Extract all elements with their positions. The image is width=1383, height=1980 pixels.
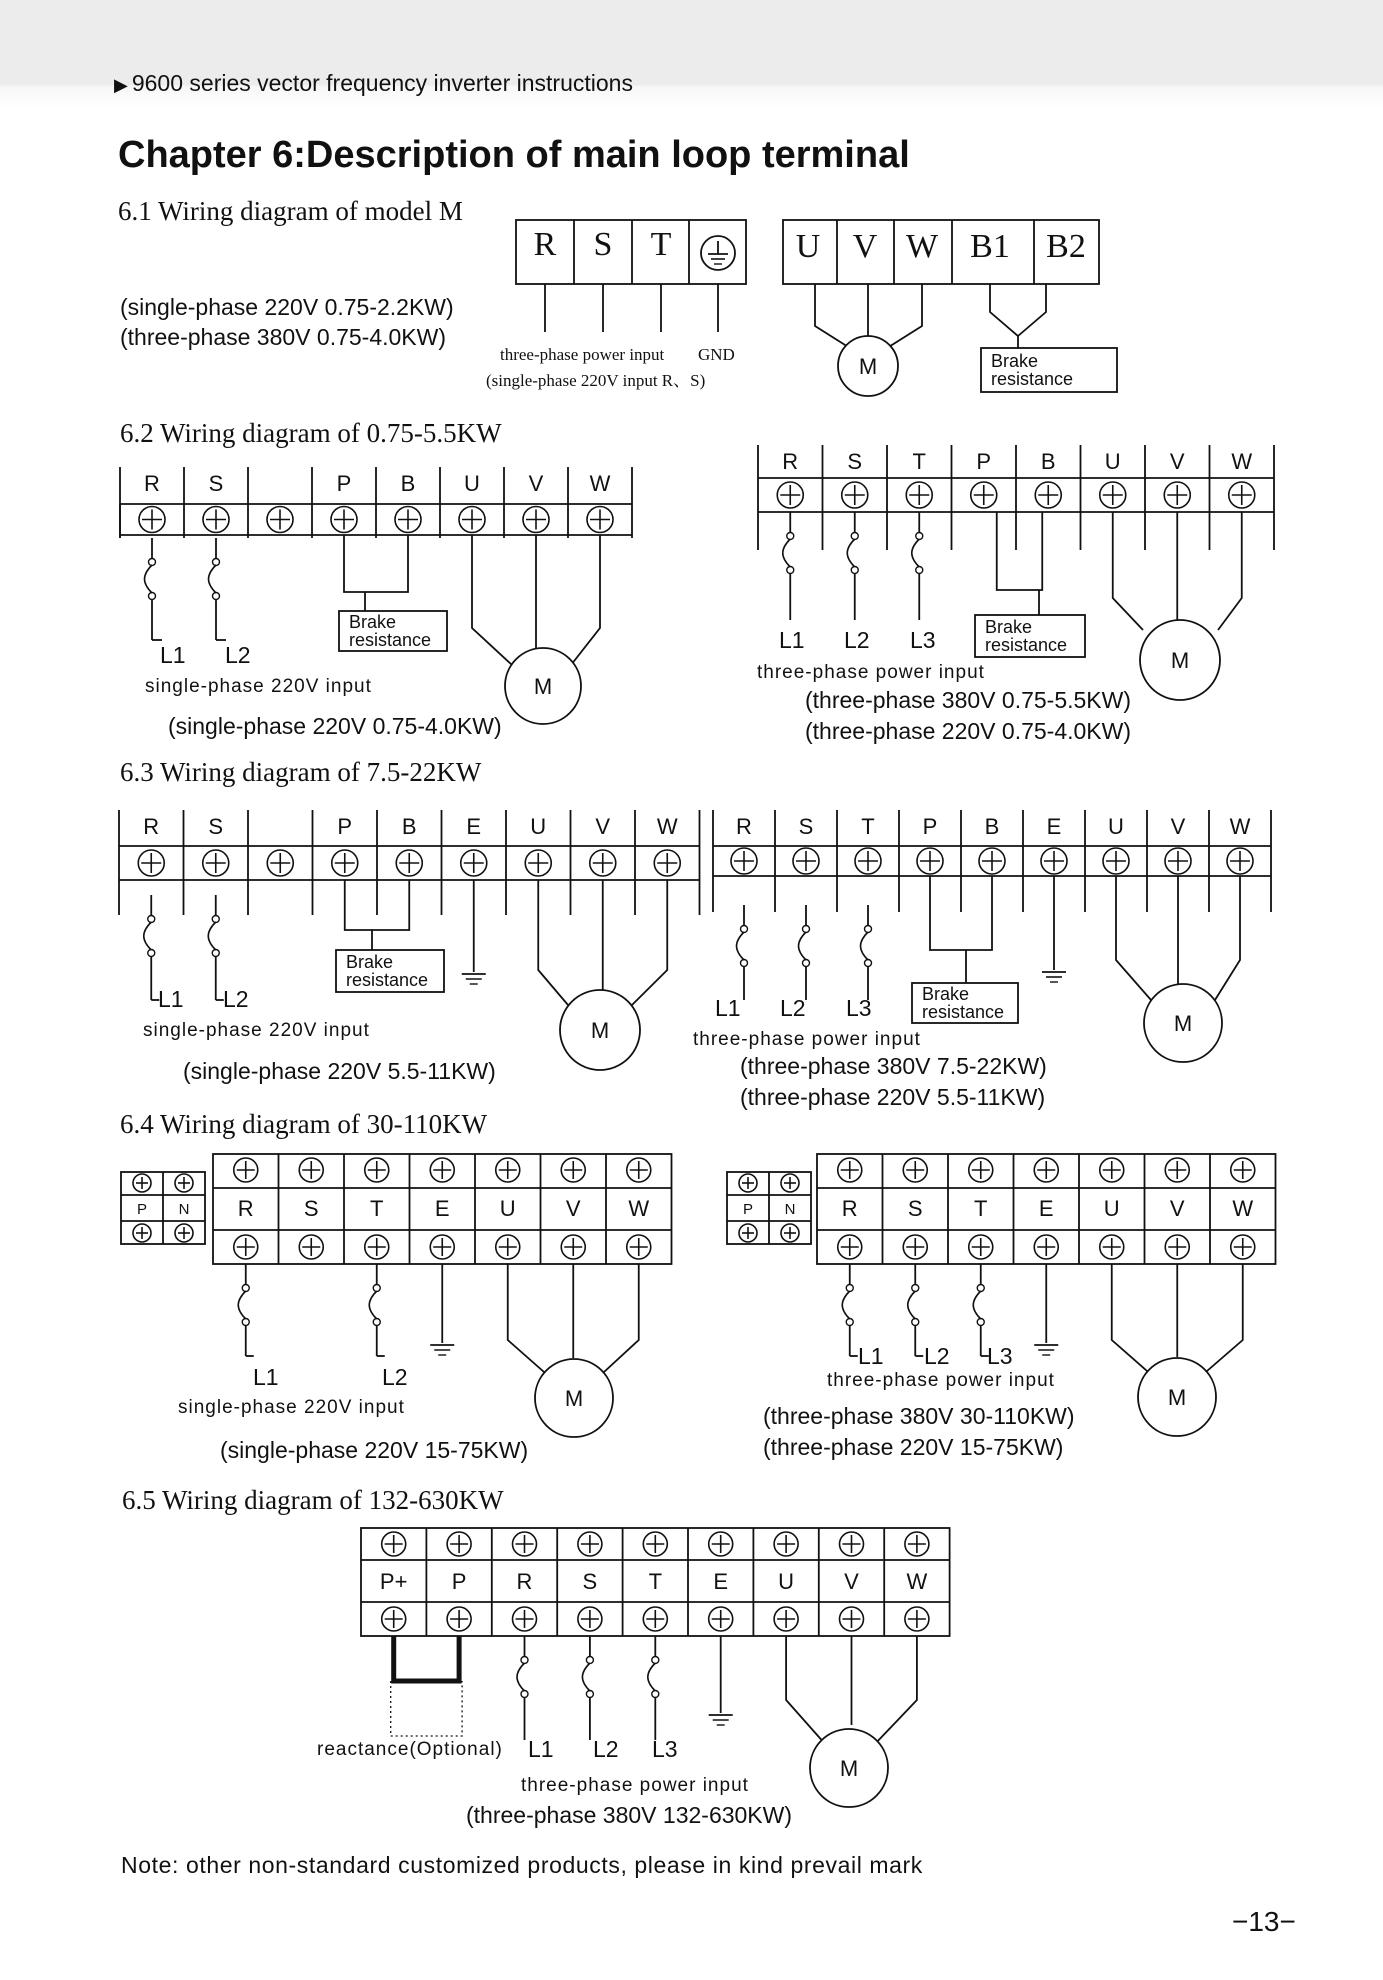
line-label: L2 — [924, 1343, 950, 1369]
terminal-label: S — [798, 814, 814, 839]
model-note: (three-phase 380V 30-110KW) — [763, 1403, 1075, 1429]
brake-label: Brake — [349, 612, 397, 632]
terminal-label: B — [400, 471, 416, 496]
switch-contact-icon — [846, 1319, 853, 1326]
terminal-label: U — [1103, 1196, 1120, 1221]
terminal-label: T — [861, 814, 875, 839]
switch-contact-icon — [803, 926, 810, 933]
terminal-label: N — [784, 1201, 796, 1218]
triangle-marker-icon: ▶ — [114, 75, 128, 95]
terminal-label: R — [516, 1569, 533, 1594]
wire — [472, 535, 512, 665]
switch-contact-icon — [846, 1285, 853, 1292]
power-input-label: three-phase power input — [500, 345, 665, 364]
line-label: L3 — [652, 1736, 678, 1762]
terminal-label: T — [648, 1569, 663, 1594]
terminal-label: V — [528, 471, 544, 496]
input-label: single-phase 220V input — [145, 676, 372, 697]
switch-contact-icon — [803, 960, 810, 967]
model-note: (single-phase 220V 15-75KW) — [220, 1437, 529, 1463]
terminal-label: P+ — [379, 1569, 408, 1594]
input-label: single-phase 220V input — [143, 1020, 370, 1041]
switch-blade-icon — [208, 922, 216, 950]
terminal-label: T — [370, 1196, 384, 1221]
terminal-label: R — [736, 814, 752, 839]
model-note: (three-phase 380V 0.75-5.5KW) — [805, 687, 1132, 713]
diagram-6-5 — [317, 1528, 950, 1828]
brake-label: Brake — [985, 617, 1033, 637]
terminal-label: P — [976, 449, 992, 474]
motor-label: M — [858, 354, 878, 379]
terminal-label: B — [401, 814, 417, 839]
line-label: L3 — [910, 627, 936, 653]
switch-contact-icon — [148, 916, 155, 923]
terminal-label: V — [852, 228, 878, 265]
line-label: L1 — [858, 1343, 884, 1369]
switch-contact-icon — [741, 926, 748, 933]
switch-contact-icon — [586, 1657, 593, 1664]
terminal-label: U — [1104, 449, 1121, 474]
line-label: L2 — [780, 995, 806, 1021]
input-label: three-phase power input — [757, 662, 985, 683]
terminal-label: T — [650, 226, 672, 263]
terminal-label: N — [178, 1201, 190, 1218]
model-note: (single-phase 220V 0.75-2.2KW) — [120, 294, 454, 320]
brake-label: resistance — [985, 635, 1068, 655]
switch-blade-icon — [861, 932, 869, 960]
jumper-bar — [394, 1636, 459, 1681]
section-6-4-title: 6.4 Wiring diagram of 30-110KW — [120, 1109, 488, 1139]
switch-contact-icon — [977, 1285, 984, 1292]
wire — [344, 535, 408, 592]
terminal-label: U — [795, 228, 821, 265]
terminal-label: S — [208, 471, 224, 496]
model-note: (three-phase 380V 132-630KW) — [466, 1802, 793, 1828]
wire — [1207, 1264, 1243, 1371]
terminal-label: P — [336, 471, 352, 496]
terminal-label: W — [1229, 814, 1251, 839]
wire — [571, 535, 600, 665]
input-label: three-phase power input — [827, 1370, 1055, 1391]
input-label: single-phase 220V input — [178, 1397, 405, 1418]
switch-contact-icon — [586, 1691, 593, 1698]
wire — [1218, 512, 1242, 630]
wire — [815, 284, 853, 350]
terminal-label: S — [208, 814, 224, 839]
line-label: L1 — [160, 642, 186, 668]
terminal-label: V — [844, 1569, 859, 1594]
terminal-label: W — [656, 814, 678, 839]
wire — [1112, 1264, 1147, 1371]
terminal-label: R — [144, 471, 160, 496]
switch-contact-icon — [977, 1319, 984, 1326]
wire — [997, 512, 1043, 590]
wire — [990, 284, 1046, 336]
brake-label: resistance — [346, 970, 429, 990]
wire — [632, 880, 667, 1005]
optional-reactor-outline — [391, 1681, 462, 1736]
line-label: L2 — [382, 1364, 408, 1390]
switch-blade-icon — [783, 539, 791, 567]
line-label: L2 — [844, 627, 870, 653]
switch-blade-icon — [369, 1291, 377, 1319]
running-header-text: 9600 series vector frequency inverter instructions — [131, 70, 633, 96]
line-label: L1 — [528, 1736, 554, 1762]
switch-contact-icon — [373, 1319, 380, 1326]
terminal-label: W — [905, 228, 939, 265]
switch-contact-icon — [212, 916, 219, 923]
switch-blade-icon — [648, 1663, 656, 1691]
switch-blade-icon — [912, 539, 920, 567]
switch-contact-icon — [912, 1319, 919, 1326]
terminal-label: E — [434, 1196, 450, 1221]
switch-contact-icon — [652, 1657, 659, 1664]
section-6-1-title: 6.1 Wiring diagram of model M — [118, 196, 463, 226]
switch-contact-icon — [148, 950, 155, 957]
terminal-label: W — [628, 1196, 650, 1221]
line-label: L3 — [846, 995, 872, 1021]
terminal-label: P — [136, 1201, 148, 1218]
line-label: L2 — [593, 1736, 619, 1762]
switch-contact-icon — [149, 593, 156, 600]
switch-blade-icon — [517, 1663, 525, 1691]
motor-label: M — [1170, 648, 1190, 673]
single-phase-note: (single-phase 220V input R、S) — [486, 371, 706, 390]
switch-contact-icon — [242, 1319, 249, 1326]
terminal-label: V — [565, 1196, 581, 1221]
switch-contact-icon — [213, 593, 220, 600]
terminal-label: S — [847, 449, 863, 474]
diagram-6-1 — [120, 220, 1117, 396]
switch-contact-icon — [851, 533, 858, 540]
terminal-label: R — [841, 1196, 858, 1221]
terminal-label: R — [143, 814, 160, 839]
switch-blade-icon — [908, 1291, 916, 1319]
diagram-6-3 — [119, 810, 1271, 1110]
terminal-label: T — [912, 449, 926, 474]
brake-label: resistance — [349, 630, 432, 650]
terminal-label: W — [1232, 1196, 1254, 1221]
wire — [884, 284, 922, 350]
switch-contact-icon — [912, 1285, 919, 1292]
note-text: Note: other non-standard customized products, please in kind prevail mark — [121, 1852, 923, 1878]
switch-contact-icon — [916, 567, 923, 574]
terminal-label: P — [922, 814, 938, 839]
switch-contact-icon — [521, 1691, 528, 1698]
switch-contact-icon — [865, 926, 872, 933]
terminal-label: U — [1108, 814, 1124, 839]
terminal-label: S — [582, 1569, 598, 1594]
switch-contact-icon — [212, 950, 219, 957]
motor-label: M — [564, 1386, 584, 1411]
wire — [1116, 876, 1151, 1000]
terminal-label: P — [451, 1569, 467, 1594]
terminal-label: U — [530, 814, 547, 839]
terminal-label: B2 — [1046, 228, 1086, 265]
terminal-label: E — [466, 814, 482, 839]
diagram-6-2 — [120, 445, 1274, 744]
terminal-label: S — [593, 226, 613, 263]
switch-blade-icon — [238, 1291, 246, 1319]
page-number: −13− — [1232, 1906, 1296, 1937]
terminal-label: V — [595, 814, 611, 839]
switch-contact-icon — [787, 567, 794, 574]
wire — [786, 1636, 826, 1745]
model-note: (three-phase 220V 5.5-11KW) — [740, 1084, 1046, 1110]
wire — [874, 1636, 917, 1745]
terminal-label: W — [1231, 449, 1253, 474]
terminal-label: E — [1038, 1196, 1054, 1221]
terminal-label: P — [742, 1201, 754, 1218]
switch-blade-icon — [144, 922, 152, 950]
switch-blade-icon — [737, 932, 745, 960]
section-6-2-title: 6.2 Wiring diagram of 0.75-5.5KW — [120, 418, 502, 448]
switch-contact-icon — [213, 559, 220, 566]
gnd-label: GND — [698, 345, 735, 364]
model-note: (three-phase 380V 7.5-22KW) — [740, 1053, 1047, 1079]
switch-contact-icon — [652, 1691, 659, 1698]
terminal-label: U — [464, 471, 480, 496]
section-6-5-title: 6.5 Wiring diagram of 132-630KW — [122, 1485, 504, 1515]
line-label: L1 — [715, 995, 741, 1021]
terminal-label: R — [237, 1196, 254, 1221]
terminal-label: V — [1169, 449, 1185, 474]
switch-blade-icon — [582, 1663, 590, 1691]
terminal-label: B — [1040, 449, 1056, 474]
switch-blade-icon — [145, 565, 153, 593]
terminal-label: W — [906, 1569, 928, 1594]
brake-label: Brake — [346, 952, 394, 972]
wire — [508, 1264, 544, 1372]
line-label: L2 — [225, 642, 251, 668]
wire — [538, 880, 568, 1005]
line-label: L1 — [253, 1364, 279, 1390]
line-label: L2 — [223, 986, 249, 1012]
terminal-label: V — [1170, 814, 1186, 839]
diagram-6-4 — [121, 1154, 1276, 1463]
wire — [1215, 876, 1240, 1000]
model-note: (single-phase 220V 5.5-11KW) — [183, 1058, 496, 1084]
model-note: (three-phase 220V 0.75-4.0KW) — [805, 718, 1132, 744]
motor-label: M — [590, 1018, 610, 1043]
motor-label: M — [1167, 1385, 1187, 1410]
switch-blade-icon — [847, 539, 855, 567]
terminal-label: S — [907, 1196, 923, 1221]
terminal-label: B — [984, 814, 1000, 839]
reactance-label: reactance(Optional) — [317, 1739, 503, 1760]
switch-blade-icon — [209, 565, 217, 593]
switch-contact-icon — [242, 1285, 249, 1292]
input-label: three-phase power input — [521, 1775, 749, 1796]
switch-contact-icon — [149, 559, 156, 566]
switch-contact-icon — [521, 1657, 528, 1664]
terminal-label: E — [1046, 814, 1062, 839]
switch-contact-icon — [865, 960, 872, 967]
switch-contact-icon — [916, 533, 923, 540]
brake-label: resistance — [991, 369, 1074, 389]
motor-label: M — [839, 1756, 859, 1781]
wire — [1113, 512, 1143, 630]
brake-label: Brake — [991, 351, 1039, 371]
model-note: (three-phase 380V 0.75-4.0KW) — [120, 324, 447, 350]
terminal-label: B1 — [970, 228, 1010, 265]
terminal-label: R — [782, 449, 799, 474]
input-label: three-phase power input — [693, 1029, 921, 1050]
switch-blade-icon — [842, 1291, 850, 1319]
switch-blade-icon — [973, 1291, 981, 1319]
switch-contact-icon — [741, 960, 748, 967]
line-label: L3 — [987, 1343, 1013, 1369]
brake-label: Brake — [922, 984, 970, 1004]
motor-label: M — [533, 674, 553, 699]
terminal-label: S — [303, 1196, 319, 1221]
switch-contact-icon — [373, 1285, 380, 1292]
model-note: (single-phase 220V 0.75-4.0KW) — [168, 713, 502, 739]
terminal-label: U — [778, 1569, 795, 1594]
model-note: (three-phase 220V 15-75KW) — [763, 1434, 1064, 1460]
terminal-label: W — [589, 471, 611, 496]
switch-blade-icon — [799, 932, 807, 960]
terminal-label: P — [337, 814, 353, 839]
switch-contact-icon — [787, 533, 794, 540]
motor-label: M — [1173, 1011, 1193, 1036]
line-label: L1 — [779, 627, 805, 653]
section-6-3-title: 6.3 Wiring diagram of 7.5-22KW — [120, 757, 482, 787]
wire — [604, 1264, 639, 1372]
terminal-label: T — [974, 1196, 988, 1221]
terminal-label: R — [533, 226, 557, 263]
chapter-title: Chapter 6:Description of main loop terminal — [118, 134, 910, 176]
line-label: L1 — [158, 986, 184, 1012]
terminal-label: E — [713, 1569, 729, 1594]
switch-contact-icon — [851, 567, 858, 574]
terminal-label: V — [1169, 1196, 1185, 1221]
terminal-label: U — [499, 1196, 516, 1221]
brake-label: resistance — [922, 1002, 1005, 1022]
